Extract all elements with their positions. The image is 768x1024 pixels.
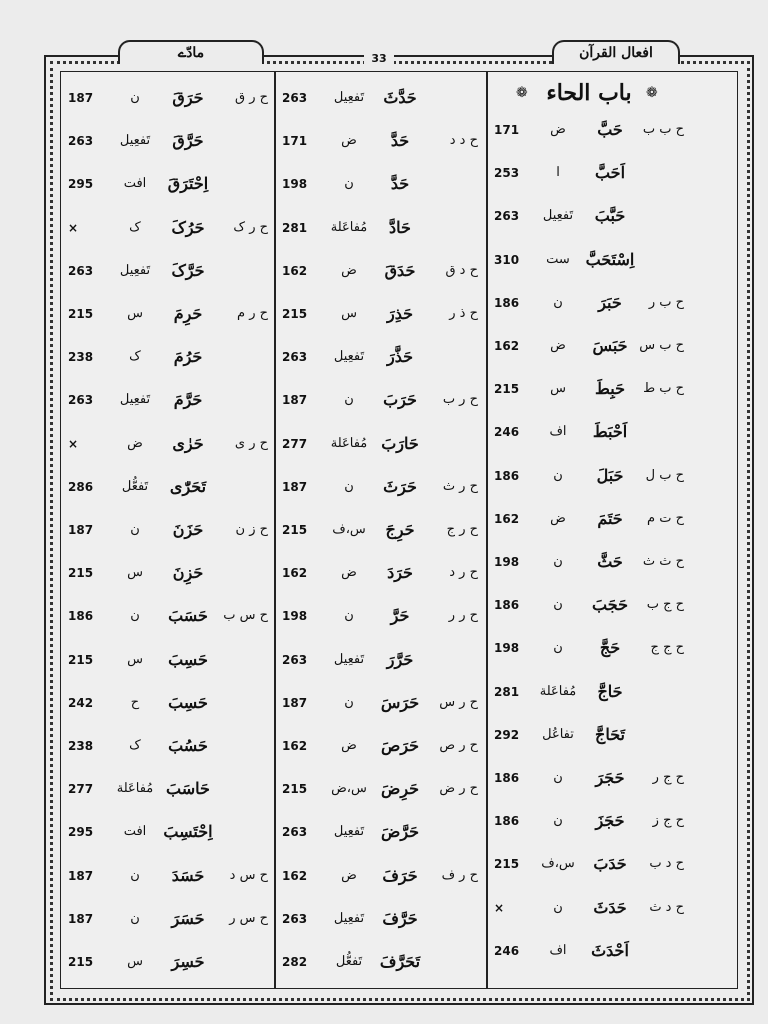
entry-verb: اَحَبَّ	[594, 163, 626, 183]
entry-page: 215	[282, 523, 308, 537]
entry-bab: س	[341, 306, 357, 321]
entry-verb: حَجَّ	[599, 638, 621, 658]
entry-page: 198	[282, 609, 308, 624]
entry-bab: ن	[553, 467, 563, 483]
entry-root: ح د ث	[649, 899, 684, 915]
entry-page: 187	[282, 393, 308, 408]
entry-bab: تَفعِيل	[119, 392, 151, 408]
entry-root	[426, 908, 478, 930]
entry-page: 263	[282, 91, 308, 105]
entry-root: ح ز ن	[235, 522, 268, 537]
entry-root	[216, 562, 268, 584]
entry-bab: ن	[130, 522, 140, 537]
entry-root: ح ت م	[647, 510, 684, 526]
entry-verb: حَرٰی	[172, 433, 204, 453]
entry-root	[634, 724, 684, 746]
entry-root	[216, 692, 268, 714]
entry-bab: ن	[553, 640, 563, 656]
entry-bab: ن	[553, 597, 563, 613]
entry-verb: حَبَّبَ	[594, 206, 626, 226]
entry-verb: حَرَّفَ	[382, 908, 418, 928]
entry-verb: حَبِطَ	[595, 379, 625, 399]
entry-page: 187	[282, 479, 308, 494]
entry-page: 238	[68, 350, 94, 365]
entry-root	[634, 162, 684, 184]
entry-bab: ن	[553, 813, 563, 829]
entry-verb: حَرَّمَ	[173, 390, 203, 410]
entry-verb: حَرَثَ	[383, 476, 417, 496]
entry-page: 187	[68, 523, 94, 537]
entry-page: 277	[68, 782, 94, 797]
entry-page: ×	[68, 220, 79, 235]
entry-verb: حَدَبَ	[593, 854, 627, 874]
entry-bab: اف	[549, 942, 567, 958]
entry-root	[634, 940, 684, 962]
entry-page: 186	[494, 295, 520, 310]
entry-root: ح ج ج	[650, 640, 684, 656]
flower-ornament-icon: ❁	[516, 85, 528, 101]
entry-bab: س	[550, 381, 566, 397]
column-divider	[274, 71, 276, 989]
entry-verb: تَحَرَّفَ	[379, 952, 421, 971]
entry-root	[634, 205, 684, 227]
entry-root: ح ب ر	[648, 294, 684, 310]
entry-root	[216, 649, 268, 671]
entry-bab: ض	[550, 338, 566, 353]
entry-page: 215	[494, 857, 520, 872]
entry-bab: ست	[546, 251, 570, 267]
entry-root	[634, 421, 684, 443]
entry-verb: حَاسَبَ	[166, 779, 210, 799]
entry-bab: ک	[129, 349, 141, 365]
entry-page: 277	[282, 436, 308, 451]
entry-bab: س	[127, 306, 143, 321]
entry-page: 246	[494, 425, 520, 440]
entry-bab: ن	[553, 899, 563, 915]
entry-bab: س	[127, 565, 143, 581]
entry-page: 186	[494, 814, 520, 829]
entry-page: 242	[68, 695, 94, 710]
entry-verb: حَرِضَ	[380, 779, 420, 799]
entry-page: 253	[494, 166, 520, 181]
entry-page: 310	[494, 252, 520, 267]
entry-verb: حَدَّ	[390, 131, 410, 151]
entry-page: 198	[282, 177, 308, 192]
entry-verb: حَجَبَ	[592, 595, 628, 615]
entry-page: 162	[282, 868, 308, 883]
entry-page: 215	[68, 566, 94, 581]
entry-verb: حَرَّکَ	[171, 260, 205, 280]
entry-verb: حَرَقَ	[172, 88, 204, 107]
entry-page: 263	[68, 134, 94, 149]
entry-verb: حَبَرَ	[598, 292, 622, 312]
entry-verb: اِسْتَحَبَّ	[585, 249, 635, 269]
entry-page: 171	[282, 134, 308, 149]
entry-root	[634, 249, 684, 271]
entry-page: 282	[282, 955, 308, 969]
entry-bab: تفاعُل	[542, 726, 574, 742]
entry-bab: تَفعِيل	[119, 262, 151, 278]
entry-page: 171	[494, 123, 520, 137]
entry-verb: حَجَزَ	[595, 811, 625, 831]
page-number: 33	[364, 51, 394, 67]
entry-root: ح د ب	[649, 856, 684, 872]
entry-root: ح ج ر	[652, 770, 684, 785]
entry-verb: حَرَّضَ	[380, 822, 420, 842]
entry-page: 238	[68, 739, 94, 753]
column-divider	[486, 71, 488, 989]
entry-root	[216, 173, 268, 195]
entry-verb: حَرُمَ	[173, 347, 203, 367]
entry-page: 186	[494, 598, 520, 613]
entry-verb: حَدَّثَ	[383, 88, 417, 107]
entry-page: 162	[494, 339, 520, 353]
entry-bab: مُفاعَلة	[330, 435, 368, 451]
entry-bab: ن	[344, 478, 354, 494]
entry-verb: اَحْدَثَ	[591, 940, 629, 960]
entry-root	[216, 476, 268, 498]
entry-bab: ض	[341, 133, 357, 149]
entry-page: ×	[68, 436, 79, 451]
entry-page: 162	[282, 739, 308, 753]
section-heading: باب الحاء	[546, 80, 632, 106]
entry-bab: ک	[129, 219, 141, 235]
entry-page: 162	[282, 263, 308, 278]
entry-verb: حَسَبَ	[168, 606, 208, 626]
entry-page: 186	[494, 468, 520, 483]
entry-verb: اِحْتَرَقَ	[167, 174, 209, 194]
entry-verb: حَدَقَ	[384, 260, 416, 280]
entry-bab: تَفعِيل	[333, 824, 365, 840]
entry-verb: حَسِرَ	[171, 952, 205, 971]
entry-bab: ض	[341, 738, 357, 753]
entry-verb: حَدَّ	[390, 174, 410, 194]
entry-page: 286	[68, 479, 94, 494]
entry-verb: تَحَاجَّ	[595, 724, 625, 744]
entry-bab: تَفعِيل	[333, 651, 365, 667]
entry-page: 186	[494, 771, 520, 785]
entry-bab: تَفعِيل	[119, 133, 151, 149]
entry-page: 215	[68, 955, 94, 969]
entry-bab: ن	[344, 694, 354, 710]
entry-bab: س	[127, 954, 143, 969]
entry-bab: ن	[553, 294, 563, 310]
entry-root: ح ر د	[449, 565, 478, 581]
entry-verb: حَجَرَ	[595, 768, 625, 787]
entry-page: 215	[282, 307, 308, 321]
entry-bab: اف	[549, 424, 567, 440]
entry-verb: حَرَبَ	[383, 390, 417, 410]
entry-root: ح س ب	[223, 608, 268, 624]
entry-bab: ن	[344, 608, 354, 624]
entry-page: 187	[68, 91, 94, 105]
entry-verb: حَزَنَ	[172, 520, 204, 539]
entry-bab: تَفعُّل	[121, 478, 149, 494]
entry-root: ح ر ب	[442, 392, 478, 408]
entry-root: ح ب ب	[642, 122, 684, 137]
entry-page: 187	[68, 868, 94, 883]
entry-bab: تَفعِيل	[333, 90, 365, 105]
entry-bab: تَفعِيل	[333, 910, 365, 926]
entry-root	[216, 389, 268, 411]
entry-root	[216, 821, 268, 843]
entry-bab: مُفاعَلة	[330, 219, 368, 235]
entry-root	[426, 87, 478, 109]
entry-root: ح د ق	[445, 262, 478, 278]
entry-bab: افت	[123, 176, 147, 192]
entry-page: 198	[494, 555, 520, 569]
entry-root	[216, 346, 268, 368]
entry-verb: حَسَدَ	[171, 865, 205, 885]
entry-root: ح ر ث	[442, 478, 478, 494]
flower-ornament-icon: ❁	[646, 85, 658, 101]
entry-bab: س،ض	[331, 781, 367, 797]
entry-verb: حَزِنَ	[172, 563, 204, 583]
entry-verb: حَاجَّ	[597, 681, 623, 701]
entry-root	[426, 821, 478, 843]
entry-verb: حَرَسَ	[380, 692, 420, 712]
entry-verb: حَارَبَ	[381, 433, 419, 453]
entry-bab: ن	[553, 770, 563, 785]
entry-root: ح ث ث	[642, 554, 684, 569]
entry-bab: ک	[129, 738, 141, 753]
entry-verb: حَدَثَ	[593, 897, 627, 917]
entry-verb: حَثَّ	[597, 552, 623, 571]
entry-root: ح س د	[229, 867, 268, 883]
entry-root	[426, 173, 478, 195]
entry-verb: حَرِمَ	[173, 304, 203, 323]
entry-root: ح ر ی	[234, 435, 268, 451]
entry-root: ح ر ر	[448, 608, 478, 624]
entry-root	[634, 681, 684, 703]
entry-root	[216, 778, 268, 800]
entry-verb: حَسَرَ	[171, 908, 205, 928]
entry-bab: مُفاعَلة	[116, 781, 154, 797]
entry-page: 263	[494, 209, 520, 224]
entry-page: 246	[494, 943, 520, 958]
entry-bab: تَفعِيل	[333, 349, 365, 365]
entry-bab: تَفعُّل	[335, 954, 363, 969]
entry-bab: س	[127, 651, 143, 667]
entry-page: 198	[494, 641, 520, 656]
entry-root: ح ب س	[639, 338, 684, 353]
header-tab-left: مادّے	[118, 40, 264, 64]
entry-bab: ن	[130, 608, 140, 624]
entry-bab: ض	[341, 262, 357, 278]
entry-root	[426, 217, 478, 239]
entry-verb: حَرُکَ	[171, 217, 205, 237]
entry-bab: ض	[550, 122, 566, 137]
entry-bab: تَفعِيل	[542, 208, 574, 224]
header-tab-right: افعال القرآن	[552, 40, 680, 64]
entry-bab: ض	[127, 435, 143, 451]
entry-bab: ن	[553, 554, 563, 569]
entry-verb: حَادَّ	[389, 217, 411, 237]
entry-verb: حَسُبَ	[168, 736, 208, 755]
entry-page: 295	[68, 825, 94, 840]
entry-root: ح ذ ر	[449, 306, 478, 321]
entry-verb: حَسِبَ	[168, 649, 208, 669]
entry-root	[216, 260, 268, 282]
entry-bab: افت	[123, 824, 147, 840]
entry-page: ×	[494, 900, 505, 915]
entry-root: ح ر ک	[233, 219, 268, 235]
entry-bab: ض	[341, 565, 357, 581]
entry-verb: حَبَّ	[597, 120, 623, 139]
entry-page: 263	[68, 393, 94, 408]
entry-verb: حَرِجَ	[385, 520, 415, 539]
entry-bab: ح	[130, 694, 140, 710]
entry-verb: حَتَمَ	[597, 508, 623, 528]
entry-page: 187	[68, 911, 94, 926]
entry-root: ح د د	[449, 133, 478, 149]
entry-page: 281	[282, 220, 308, 235]
entry-page: 215	[282, 782, 308, 797]
entry-verb: حَسِبَ	[168, 692, 208, 712]
entry-page: 162	[494, 511, 520, 526]
entry-bab: ن	[344, 176, 354, 192]
entry-bab: ا	[556, 165, 560, 181]
entry-verb: حَبَلَ	[596, 465, 624, 485]
entry-page: 281	[494, 684, 520, 699]
entry-page: 162	[282, 566, 308, 581]
entry-root: ح ر ص	[439, 738, 478, 753]
entry-verb: حَذَّرَ	[386, 347, 413, 367]
entry-root	[216, 951, 268, 973]
entry-bab: ن	[344, 392, 354, 408]
entry-root	[216, 735, 268, 757]
entry-page: 263	[282, 350, 308, 365]
entry-verb: حَرَفَ	[382, 865, 418, 885]
entry-page: 186	[68, 609, 94, 624]
entry-root: ح ب ل	[645, 467, 684, 483]
entry-root: ح ر ج	[446, 522, 478, 537]
entry-page: 263	[282, 911, 308, 926]
entry-page: 215	[68, 307, 94, 321]
entry-page: 187	[282, 695, 308, 710]
entry-root: ح ر ق	[234, 90, 268, 105]
entry-bab: ض	[341, 867, 357, 883]
entry-verb: اِحْتَسِبَ	[163, 822, 213, 842]
entry-verb: اَحْبَطَ	[592, 422, 628, 442]
entry-root	[426, 649, 478, 671]
entry-verb: حَبَسَ	[592, 336, 628, 355]
entry-verb: حَرَّقَ	[172, 131, 204, 151]
entry-verb: حَذِرَ	[386, 304, 413, 323]
entry-bab: ن	[130, 910, 140, 926]
entry-verb: حَرَصَ	[380, 736, 420, 755]
entry-verb: حَرَدَ	[387, 563, 413, 583]
entry-root: ح ج ب	[646, 597, 684, 613]
entry-page: 263	[282, 652, 308, 667]
entry-root: ح ب ط	[643, 381, 684, 397]
entry-bab: س،ف	[541, 856, 575, 872]
entry-root	[426, 433, 478, 455]
entry-root: ح ر م	[237, 306, 268, 321]
entry-page: 215	[68, 652, 94, 667]
entry-page: 292	[494, 727, 520, 742]
entry-root	[426, 951, 478, 973]
entry-page: 263	[68, 263, 94, 278]
entry-root: ح ر ض	[439, 781, 478, 797]
entry-page: 295	[68, 177, 94, 192]
entry-verb: تَحَرّٰی	[169, 476, 207, 496]
entry-bab: س،ف	[332, 522, 366, 537]
entry-root: ح س ر	[229, 910, 268, 926]
entry-page: 263	[282, 825, 308, 840]
entry-root: ح ر ف	[441, 867, 478, 883]
entry-root: ح ر س	[439, 694, 478, 710]
entry-bab: ن	[130, 867, 140, 883]
entry-bab: مُفاعَلة	[539, 683, 577, 699]
entry-root: ح ج ز	[652, 813, 684, 829]
entry-verb: حَرَّ	[390, 606, 410, 626]
entry-root	[426, 346, 478, 368]
entry-root	[216, 130, 268, 152]
entry-bab: ن	[130, 90, 140, 105]
entry-page: 215	[494, 382, 520, 397]
entry-bab: ض	[550, 510, 566, 526]
entry-verb: حَرَّرَ	[386, 649, 414, 669]
